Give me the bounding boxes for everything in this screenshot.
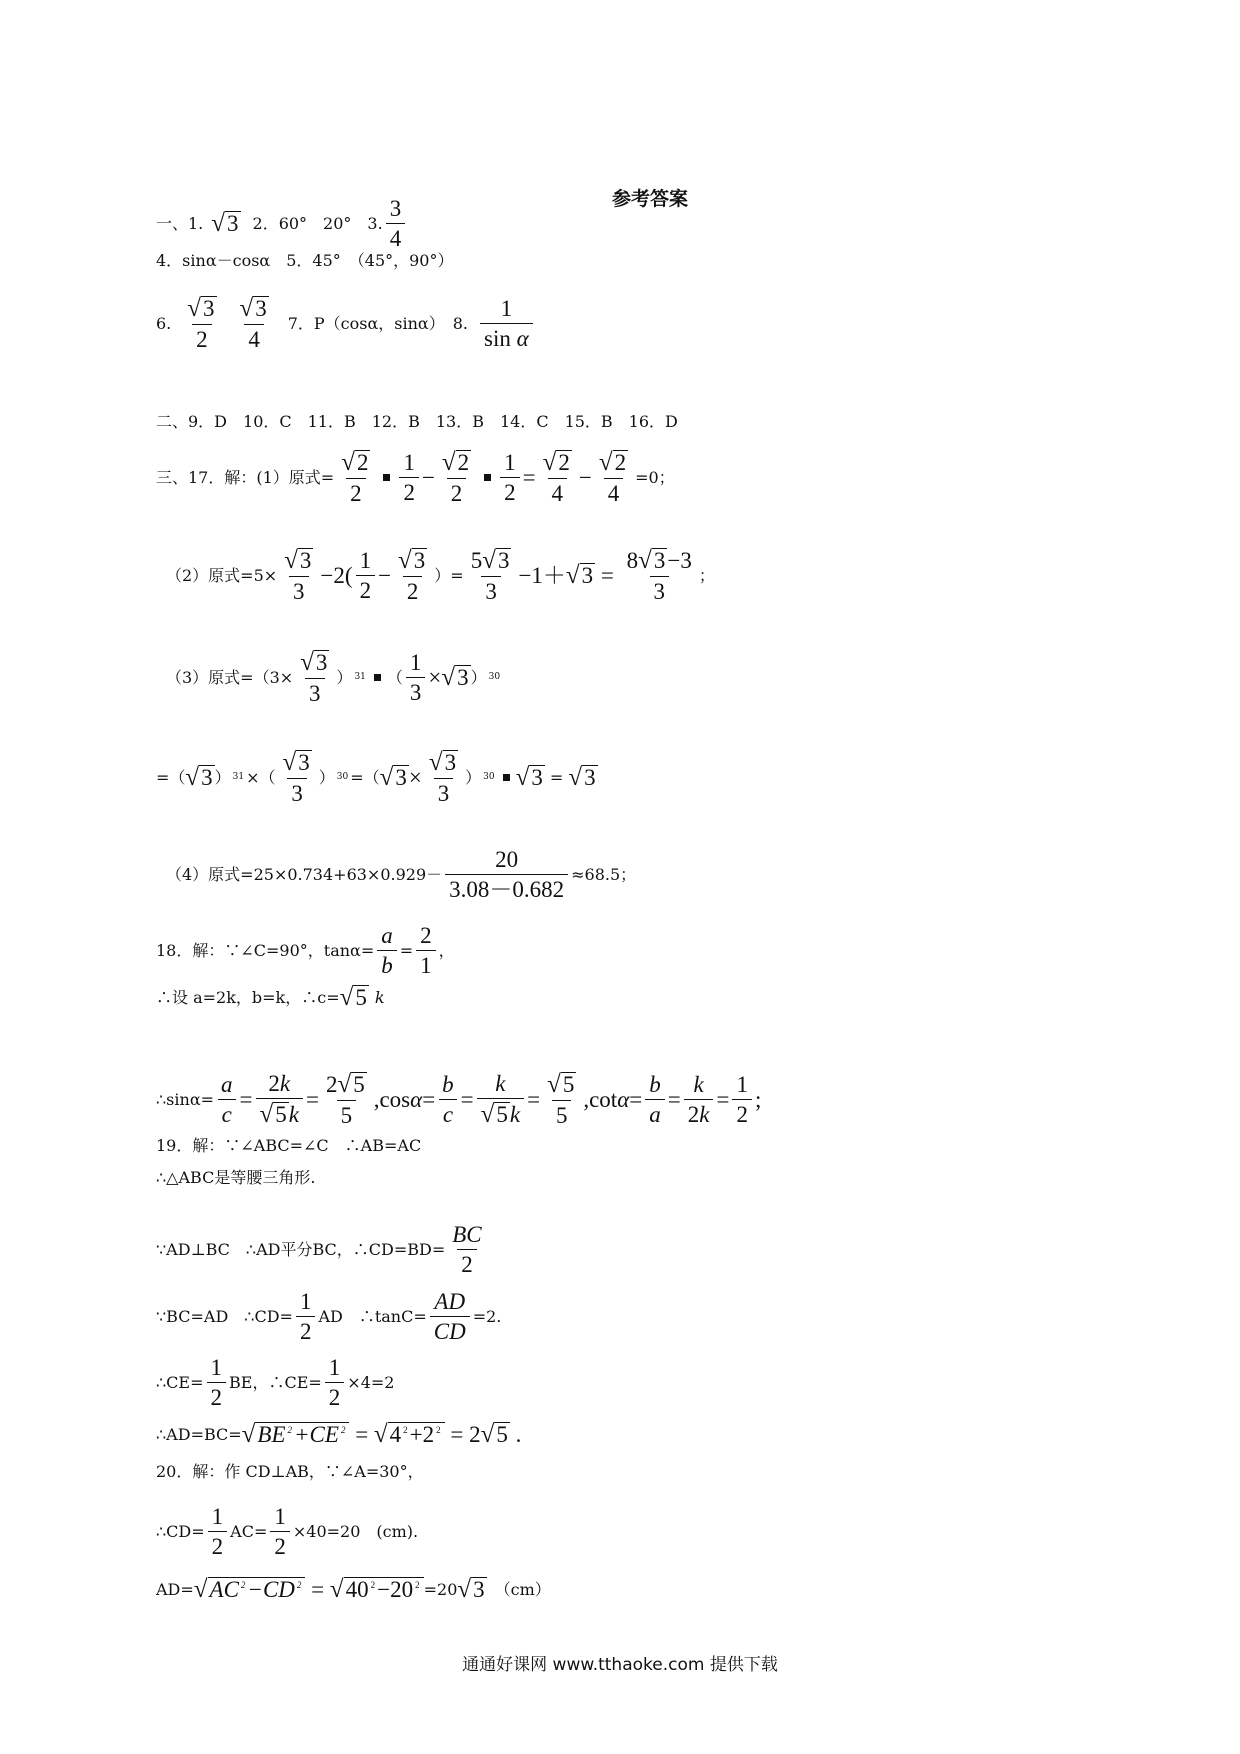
q20-line2: ∴CD= $\frac{1}{2}$ AC= $\frac{1}{2}$ ×40=20 (cm). [156, 1504, 419, 1559]
q17-part1: 三、17．解：(1）原式= $\frac{√2}{2}$ $\frac{1}{2}$ − $\frac{√2}{2}$ $\frac{1}{2}$ = $\frac{√2}{4}$ − $\frac{√2}{4}$ =0； [156, 449, 675, 507]
q17-part3: （3）原式=（3× $\frac{√3}{3}$ ） 31 （ $\frac{1}{3}$ × √ 3 ） 30 [166, 649, 501, 707]
q19-line6: ∴AD=BC= √ BE $^2$+CE $^2$ = √ 4 $^2$+2 $^2$ = 2 √ 5 . [156, 1421, 522, 1449]
q20-line3: AD= √ AC $^2$−CD $^2$ = √ 40 $^2$−20 $^2$ =20 √ 3 （cm） [156, 1576, 551, 1604]
q17-part2: （2）原式=5× $\frac{√3}{3}$ −2( $\frac{1}{2}$ − $\frac{√3}{2}$ ）= $\frac{5√3}{3}$ −1＋ √ 3 = $\frac{8√3-3}{3}$ ； [166, 547, 715, 605]
answer-line-3: 6. $\frac{√3}{2}$ $\frac{√3}{4}$ 7．P（cosα，sinα） 8. $\frac{1}{\text{sin α}}$ [156, 296, 536, 351]
q17-part3-continued: =（ √ 3 ） 31 ×（ $\frac{√3}{3}$ ） 30 =（ √ 3 × $\frac{√3}{3}$ ） 30 √ 3 = √ 3 [156, 749, 596, 807]
q19-line1: 19．解：∵∠ABC=∠C ∴AB=AC [156, 1136, 422, 1155]
fraction: $\frac{3}{4}$ [386, 197, 406, 250]
q18-line3: ∴sinα= $\frac{a}{c}$ = $\frac{2k}{√5k}$ = $\frac{2√5}{5}$ ,cosα= $\frac{b}{c}$ = $\frac{k}{√5k}$ = $\frac{√5}{5}$ ,cotα= $\frac{b}{a}$ = $\frac{k}{2k}$ = $\frac{1}{2}$ ; [156, 1071, 762, 1129]
q18-line2: ∴设 a=2k，b=k，∴c= √ 5 k [156, 984, 385, 1012]
page-title: 参考答案 [611, 188, 688, 210]
q20-line1: 20．解：作 CD⊥AB，∵∠A=30°， [156, 1462, 424, 1481]
q17-part4: （4）原式=25×0.734+63×0.929－ $\frac{20}{3.08-0.682}$ ≈68.5； [166, 847, 637, 902]
multiple-choice-answers: 二、9．D 10．C 11．B 12．B 13．B 14．C 15．B 16．D [156, 412, 678, 431]
answer-line-2: 4．sinα－cosα 5．45° （45°，90°） [156, 251, 454, 270]
q19-line4: ∵BC=AD ∴CD= $\frac{1}{2}$ AD ∴tanC= $\frac{AD}{CD}$ =2. [156, 1289, 502, 1344]
q19-line5: ∴CE= $\frac{1}{2}$ BE，∴CE= $\frac{1}{2}$ ×4=2 [156, 1355, 395, 1410]
q18-line1: 18．解：∵∠C=90°，tanα= $\frac{a}{b}$ = $\frac{2}{1}$ ， [156, 923, 455, 978]
q19-line2: ∴△ABC是等腰三角形. [156, 1168, 316, 1187]
answer-line-1: 一、1. √ 3 2．60° 20° 3. $\frac{3}{4}$ [156, 197, 408, 250]
q19-line3: ∵AD⊥BC ∴AD平分BC，∴CD=BD= $\frac{BC}{2}$ [156, 1222, 482, 1277]
page-footer: 通通好课网 www.tthaoke.com 提供下载 [462, 1655, 778, 1675]
